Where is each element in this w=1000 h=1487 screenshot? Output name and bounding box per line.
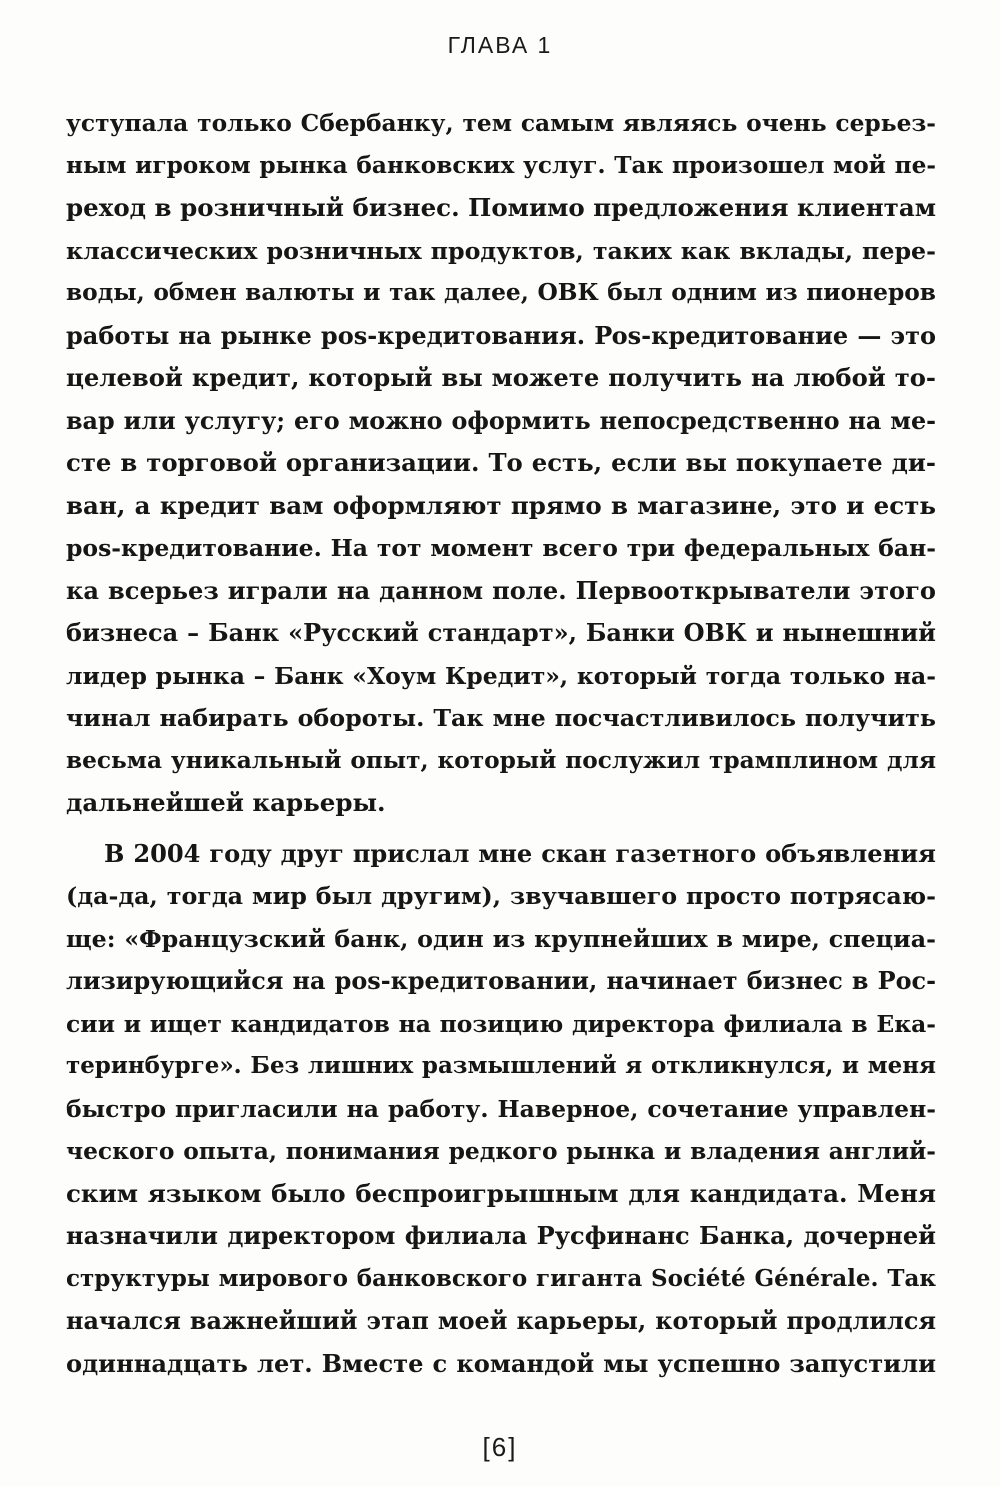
text-line: структуры мирового банковского гиганта Société Générale. Так bbox=[66, 1264, 936, 1292]
text-line: весьма уникальный опыт, который послужил трамплином для bbox=[66, 746, 936, 774]
text-line: бизнеса – Банк «Русский стандарт», Банки ОВК и нынешний bbox=[66, 618, 936, 647]
text-line: дальнейшей карьеры. bbox=[66, 788, 386, 817]
text-line: вар или услугу; его можно оформить непосредственно на ме- bbox=[66, 406, 936, 435]
text-line: уступала только Сбербанку, тем самым являясь очень серьез- bbox=[66, 109, 936, 137]
text-line: ческого опыта, понимания редкого рынка и владения англий- bbox=[66, 1137, 936, 1165]
text-line: работы на рынке pos-кредитования. Pos-кредитование — это bbox=[66, 320, 936, 350]
text-line: теринбурге». Без лишних размышлений я откликнулся, и меня bbox=[66, 1052, 936, 1079]
text-line: быстро пригласили на работу. Наверное, сочетание управлен- bbox=[66, 1094, 936, 1123]
text-line: начался важнейший этап моей карьеры, который продлился bbox=[66, 1307, 936, 1335]
text-line: ка всерьез играли на данном поле. Первооткрыватели этого bbox=[66, 575, 936, 605]
text-line: назначили директором филиала Русфинанс Банка, дочерней bbox=[66, 1221, 936, 1250]
text-line: классических розничных продуктов, таких как вклады, пере- bbox=[66, 236, 936, 265]
text-line: лизирующийся на pos-кредитовании, начинает бизнес в Рос- bbox=[66, 967, 936, 995]
text-line: лидер рынка – Банк «Хоум Кредит», который тогда только на- bbox=[66, 661, 936, 690]
text-line: ным игроком рынка банковских услуг. Так произошел мой пе- bbox=[66, 151, 936, 179]
text-line: сте в торговой организации. То есть, если вы покупаете ди- bbox=[66, 448, 936, 477]
paragraph-1 bbox=[66, 102, 936, 825]
text-line: В 2004 году друг прислал мне скан газетного объявления bbox=[104, 838, 936, 868]
text-line: ван, а кредит вам оформляют прямо в магазине, это и есть bbox=[66, 490, 936, 520]
text-line: ским языком было беспроигрышным для кандидата. Меня bbox=[66, 1178, 936, 1208]
text-line: ще: «Французский банк, один из крупнейших в мире, специа- bbox=[66, 924, 936, 953]
text-line: реход в розничный бизнес. Помимо предложения клиентам bbox=[66, 193, 936, 222]
paragraph-gap bbox=[66, 825, 936, 833]
text-line: (да-да, тогда мир был другим), звучавшего просто потрясаю- bbox=[66, 882, 936, 910]
text-line: одиннадцать лет. Вместе с командой мы успешно запустили bbox=[66, 1348, 936, 1378]
running-head: ГЛАВА 1 bbox=[447, 32, 553, 58]
text-line: pos-кредитование. На тот момент всего три федеральных бан- bbox=[66, 534, 936, 562]
text-line: целевой кредит, который вы можете получить на любой то- bbox=[66, 363, 936, 392]
page-number: [6] bbox=[482, 1432, 518, 1462]
paragraph-2 bbox=[66, 833, 936, 1386]
text-line: сии и ищет кандидатов на позицию директора филиала в Ека- bbox=[66, 1009, 936, 1038]
text-line: чинал набирать обороты. Так мне посчастливилось получить bbox=[66, 704, 936, 732]
body-text bbox=[66, 102, 936, 1385]
text-line: воды, обмен валюты и так далее, ОВК был одним из пионеров bbox=[66, 279, 936, 306]
